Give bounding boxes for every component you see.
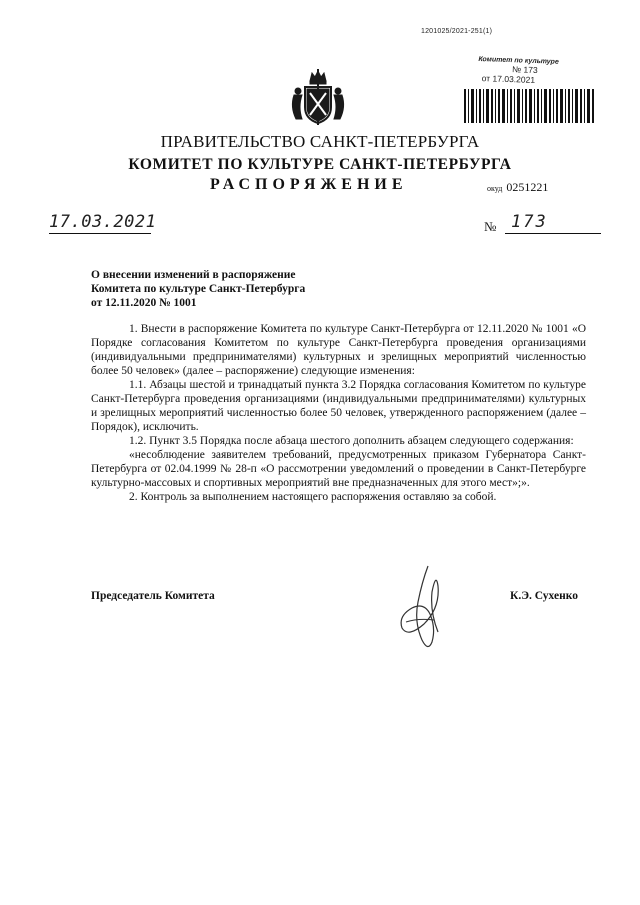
okud-label: окуд: [487, 184, 503, 193]
incoming-stamp: [478, 56, 597, 87]
subject-line: Комитета по культуре Санкт-Петербурга: [91, 283, 306, 295]
body-paragraph-2: 2. Контроль за выполнением настоящего распоряжения оставляю за собой.: [129, 491, 497, 503]
registration-number: 1201025/2021-251(1): [421, 28, 493, 35]
barcode: [464, 89, 596, 123]
document-number: 173: [511, 212, 548, 232]
number-label: №: [484, 219, 497, 234]
coat-of-arms-emblem: [288, 67, 348, 127]
signatory-position: Председатель Комитета: [91, 590, 215, 602]
document-type: РАСПОРЯЖЕНИЕ: [210, 176, 408, 193]
date-underline: [49, 233, 151, 234]
okud-code: [487, 180, 548, 195]
document-body: [91, 322, 586, 504]
body-paragraph-1-1: 1.1. Абзацы шестой и тринадцатый пункта 3.2 Порядка согласования Комитетом по культуре Санкт-Петербурга проведения организациями (индивидуальными предпринимателями) культурных и зрелищных мероприятий численностью более 50 человек, утвержденного распоряжением (далее – Порядок), исключить.: [91, 379, 586, 433]
subject-line: О внесении изменений в распоряжение: [91, 269, 296, 281]
document-subject: [91, 268, 305, 310]
signatory-name: К.Э. Сухенко: [510, 590, 578, 602]
stamp-date: от 17.03.2021: [481, 73, 536, 85]
number-underline: [505, 233, 601, 234]
subject-line: от 12.11.2020 № 1001: [91, 297, 197, 309]
committee-title: КОМИТЕТ ПО КУЛЬТУРЕ САНКТ-ПЕТЕРБУРГА: [128, 156, 512, 173]
stamp-number: № 173: [511, 64, 538, 76]
okud-value: 0251221: [506, 180, 549, 194]
body-paragraph-1: 1. Внести в распоряжение Комитета по культуре Санкт-Петербурга от 12.11.2020 № 1001 «О Порядке согласования Комитетом по культуре Санкт-Петербурга проведения организациями (индивидуальными предпринимателями) культурных и зрелищных мероприятий численностью более 50 человек» (далее – распоряжение) следующие изменения:: [91, 323, 586, 377]
stamp-org: Комитет по культуре: [478, 55, 559, 66]
body-paragraph-1-2: 1.2. Пункт 3.5 Порядка после абзаца шестого дополнить абзацем следующего содержания:: [129, 435, 574, 447]
body-paragraph-quote: «несоблюдение заявителем требований, предусмотренных приказом Губернатора Санкт-Петербурга от 02.04.1999 № 28-п «О рассмотрении уведомлений о проведении в Санкт-Петербурге культурно-массовых и спортивных мероприятий вне предназначенных для этого мест»;».: [91, 449, 586, 489]
document-date: 17.03.2021: [49, 212, 157, 232]
government-title: ПРАВИТЕЛЬСТВО САНКТ-ПЕТЕРБУРГА: [160, 132, 480, 151]
handwritten-signature: [388, 562, 458, 654]
